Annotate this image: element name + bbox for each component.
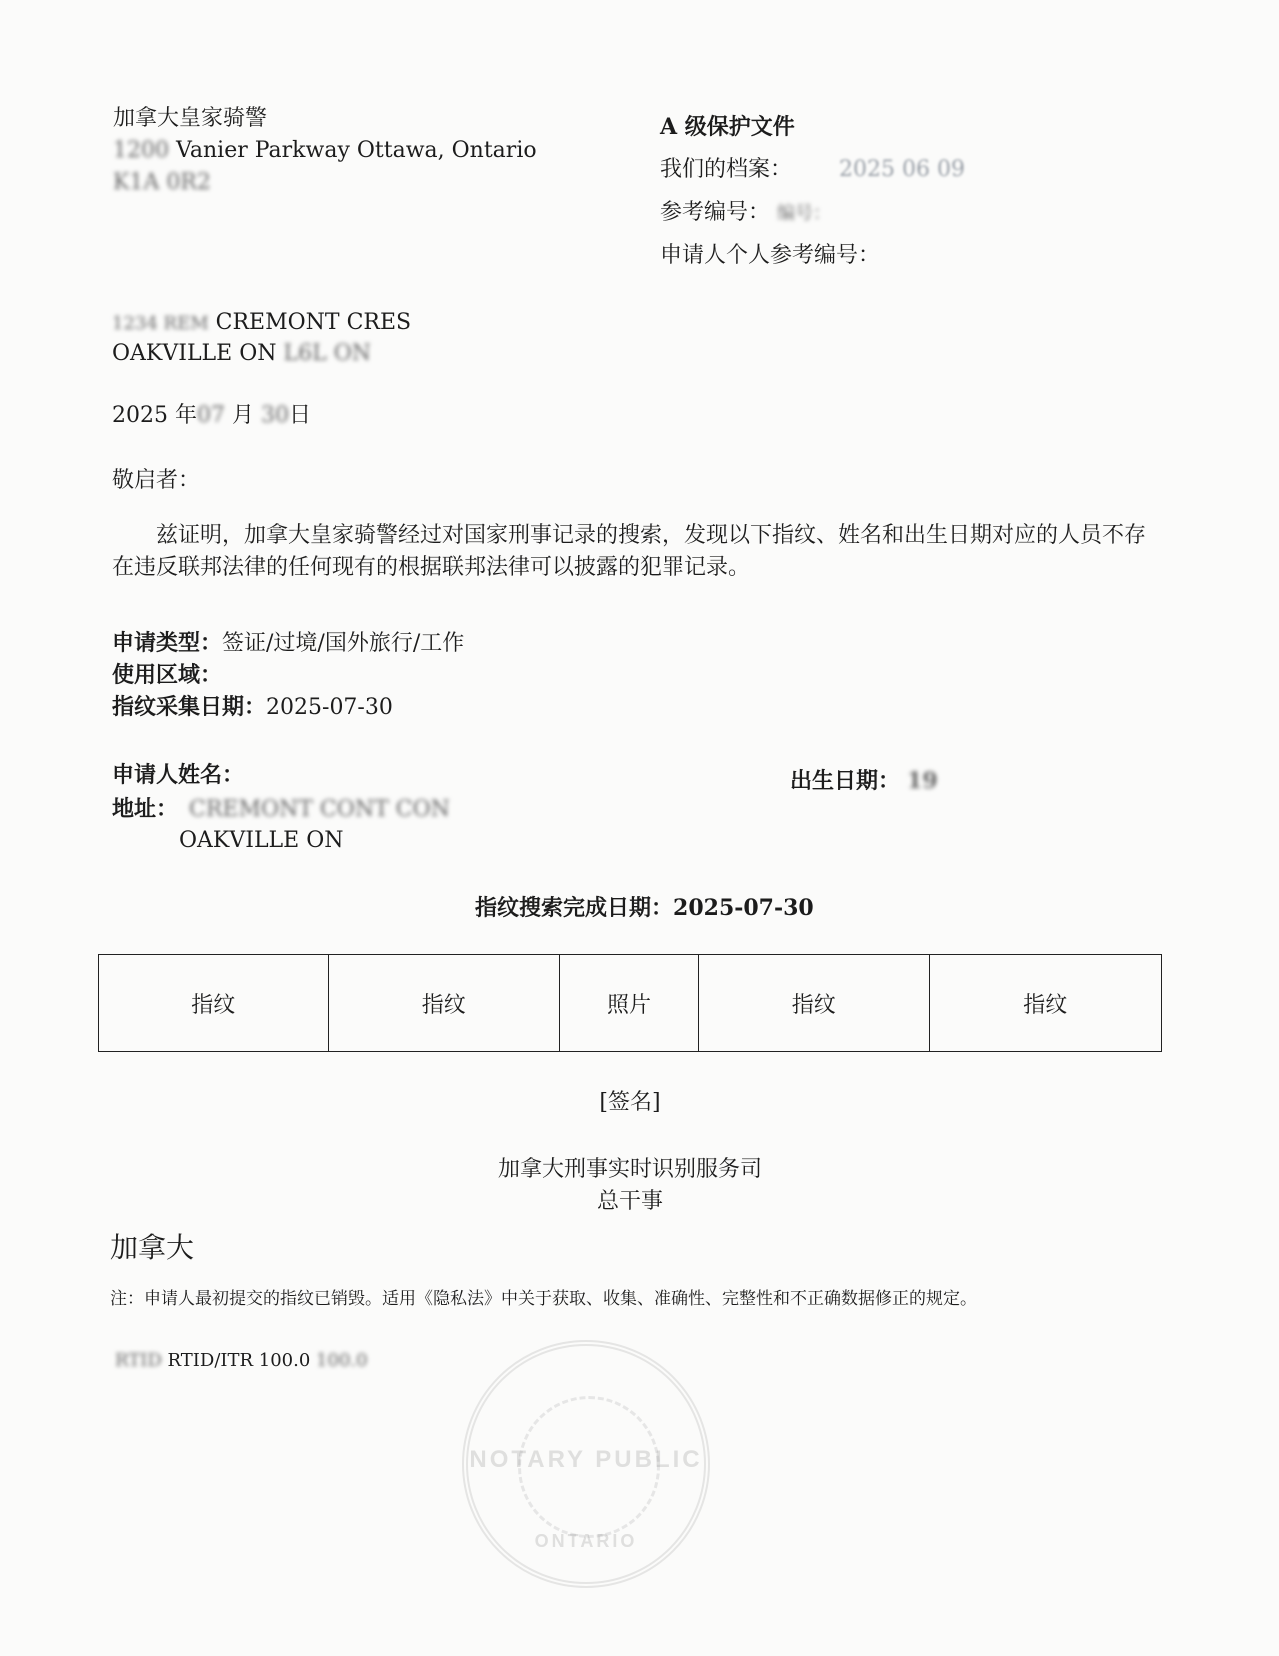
- signature-dept: 加拿大刑事实时识别服务司: [497, 1157, 762, 1182]
- sender-block: [113, 104, 537, 200]
- sender-org: 加拿大皇家骑警: [113, 106, 268, 131]
- salutation: 敬启者：: [112, 468, 201, 493]
- dob-label: 出生日期：: [790, 768, 901, 794]
- application-type-row: [112, 628, 464, 660]
- fingerprint-cell: 指纹: [328, 955, 559, 1052]
- form-code-prefix: RTID: [115, 1350, 162, 1371]
- recipient-line1-text: CREMONT CRES: [215, 310, 412, 335]
- fp-collection-row: [112, 692, 464, 724]
- date-month: 07: [196, 403, 225, 428]
- application-type-value: 签证/过境/国外旅行/工作: [222, 631, 465, 656]
- sender-postal: K1A 0R2: [113, 170, 211, 195]
- fingerprint-cell: 指纹: [929, 955, 1162, 1052]
- form-code-suffix: 100.0: [316, 1350, 368, 1371]
- body-paragraph: 兹证明，加拿大皇家骑警经过对国家刑事记录的搜索，发现以下指纹、姓名和出生日期对应的人员不存在违反联邦法律的任何现有的根据联邦法律可以披露的犯罪记录。: [112, 523, 1147, 580]
- fp-collection-value: 2025-07-30: [266, 695, 393, 720]
- fingerprint-row: [99, 955, 1162, 1052]
- recipient-line2-suffix: L6L ON: [283, 341, 371, 366]
- reference-label: 参考编号：: [660, 200, 771, 225]
- photo-cell: 照片: [559, 955, 698, 1052]
- address-label: 地址：: [112, 796, 179, 822]
- applicant-name-row: [112, 760, 244, 791]
- notary-seal-icon: [462, 1340, 710, 1588]
- form-code: [115, 1349, 368, 1373]
- form-code-text: RTID/ITR 100.0: [167, 1350, 311, 1371]
- recipient-line2-text: OAKVILLE ON: [112, 341, 277, 366]
- recipient-line1-prefix: 1234 REM: [112, 313, 209, 334]
- recipient-line1: [112, 308, 411, 339]
- applicant-ref-label: 申请人个人参考编号：: [660, 243, 881, 268]
- application-details: [112, 628, 464, 724]
- applicant-address-row: [112, 794, 450, 825]
- usage-region-row: [112, 660, 464, 692]
- fp-collection-label: 指纹采集日期：: [112, 694, 267, 720]
- fingerprint-table: [98, 954, 1162, 1052]
- date-day-label: 日: [289, 403, 312, 428]
- dob-value: 19: [907, 768, 938, 794]
- date-day: 30: [261, 403, 289, 428]
- address-line1: CREMONT CONT CON: [189, 797, 450, 822]
- search-completion: [475, 893, 814, 923]
- date-month-label: 月: [231, 403, 254, 428]
- our-file-value: 2025 06 09: [839, 157, 965, 182]
- fingerprint-cell: 指纹: [99, 955, 329, 1052]
- recipient-line2: [112, 339, 411, 369]
- applicant-ref-row: [660, 241, 965, 284]
- footer-note: 注：申请人最初提交的指纹已销毁。适用《隐私法》中关于获取、收集、准确性、完整性和不正确数据修正的规定。: [110, 1289, 977, 1309]
- reference-value: 编号：: [777, 203, 832, 224]
- usage-region-label: 使用区域：: [112, 662, 223, 688]
- seal-text-bottom: ONTARIO: [534, 1531, 638, 1551]
- protection-block: [660, 112, 965, 284]
- applicant-name-label: 申请人姓名：: [112, 762, 245, 788]
- footer-country: 加拿大: [110, 1231, 195, 1264]
- signature-title: 总干事: [596, 1189, 663, 1214]
- letter-date: [112, 401, 311, 431]
- fingerprint-cell: 指纹: [699, 955, 929, 1052]
- sender-street-line: [113, 136, 537, 166]
- our-file-row: [660, 155, 965, 198]
- reference-row: [660, 198, 965, 241]
- protection-title: A 级保护文件: [660, 114, 795, 140]
- dob-row: [790, 766, 938, 797]
- seal-text-middle: NOTARY PUBLIC: [469, 1446, 703, 1473]
- date-year: 2025 年: [112, 403, 197, 428]
- signature-placeholder: [签名]: [599, 1090, 661, 1115]
- recipient-block: [112, 308, 411, 369]
- search-completion-value: 2025-07-30: [673, 895, 814, 921]
- sender-street-number: 1200: [113, 138, 169, 163]
- application-type-label: 申请类型：: [112, 630, 223, 656]
- search-completion-label: 指纹搜索完成日期：: [475, 895, 674, 921]
- address-line2: OAKVILLE ON: [179, 828, 344, 853]
- our-file-label: 我们的档案：: [660, 157, 793, 182]
- sender-street: Vanier Parkway Ottawa, Ontario: [176, 138, 537, 163]
